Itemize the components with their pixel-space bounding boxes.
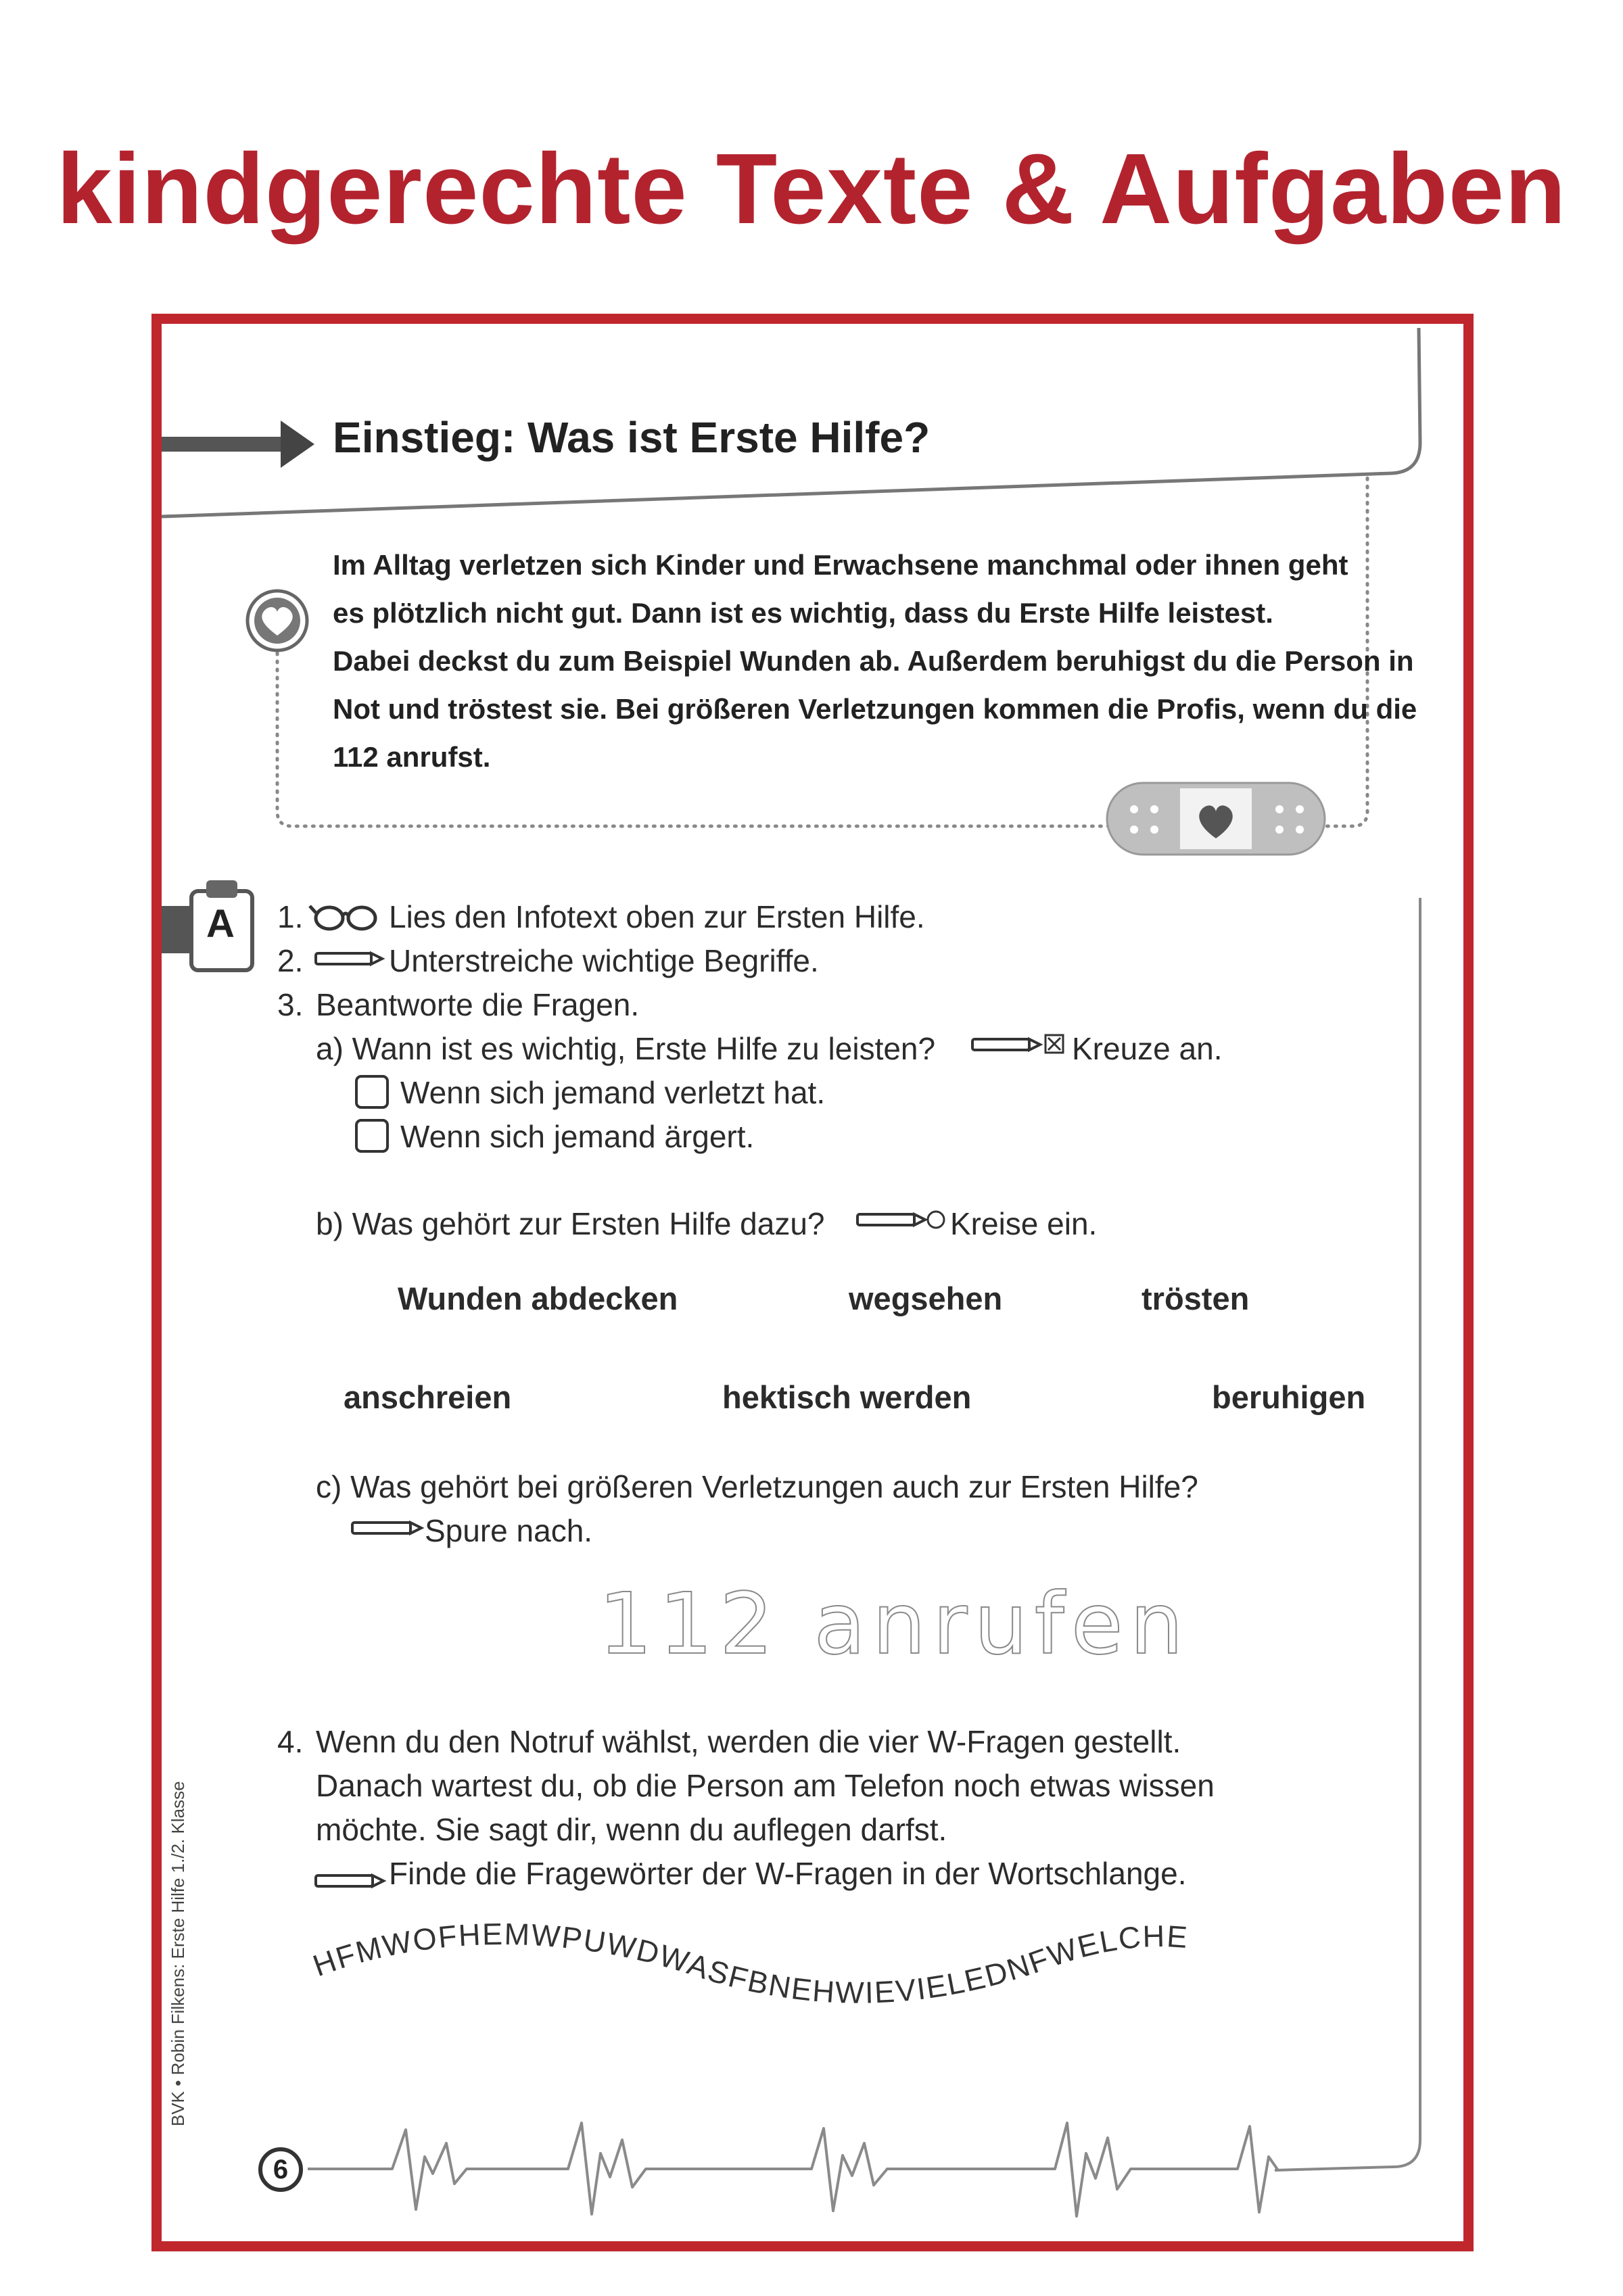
circle-word[interactable]: trösten: [1142, 1281, 1250, 1316]
glasses-icon: [310, 906, 375, 929]
circle-word[interactable]: hektisch werden: [722, 1379, 972, 1415]
info-text-line: Im Alltag verletzen sich Kinder und Erwachsene manchmal oder ihnen geht: [333, 549, 1348, 581]
question-c-instruction: Spure nach.: [425, 1513, 593, 1548]
heart-icon: [248, 591, 307, 650]
task-1-number: 1.: [277, 899, 304, 934]
heartbeat-line-icon: [308, 2123, 1278, 2216]
pencil-icon: [352, 1523, 421, 1533]
question-b-instruction: Kreise ein.: [950, 1206, 1098, 1241]
question-a: a) Wann ist es wichtig, Erste Hilfe zu leisten?: [316, 1031, 936, 1066]
task-2-text: Unterstreiche wichtige Begriffe.: [389, 943, 819, 978]
task-2-number: 2.: [277, 943, 304, 978]
task-4-text-line: möchte. Sie sagt dir, wenn du auflegen darfst.: [316, 1812, 947, 1847]
circle-word[interactable]: beruhigen: [1212, 1379, 1366, 1415]
side-line: [1275, 898, 1420, 2170]
task-badge: A: [206, 902, 235, 946]
info-text-line: es plötzlich nicht gut. Dann ist es wichtig, dass du Erste Hilfe leistest.: [333, 597, 1273, 629]
circle-word[interactable]: anschreien: [344, 1379, 512, 1415]
answer-checkbox[interactable]: [355, 1075, 389, 1109]
arrow-right-icon: [162, 421, 314, 468]
pencil-icon: [857, 1212, 944, 1228]
pencil-icon: [972, 1035, 1063, 1053]
answer-checkbox[interactable]: [355, 1119, 389, 1153]
task-1-text: Lies den Infotext oben zur Ersten Hilfe.: [389, 899, 925, 934]
task-4-number: 4.: [277, 1724, 304, 1759]
task-4-text-line: Danach wartest du, ob die Person am Telefon noch etwas wissen: [316, 1768, 1215, 1803]
question-a-instruction: Kreuze an.: [1072, 1031, 1223, 1066]
circle-word[interactable]: Wunden abdecken: [398, 1281, 678, 1316]
task-3-text: Beantworte die Fragen.: [316, 987, 640, 1022]
pencil-icon: [316, 1875, 383, 1886]
circle-word[interactable]: wegsehen: [849, 1281, 1003, 1316]
task-3-number: 3.: [277, 987, 304, 1022]
task-4-text-line: Wenn du den Notruf wählst, werden die vier W-Fragen gestellt.: [316, 1724, 1181, 1759]
page-headline: kindgerechte Texte & Aufgaben: [56, 133, 1567, 245]
info-text-line: Not und tröstest sie. Bei größeren Verletzungen kommen die Profis, wenn du die: [333, 693, 1417, 725]
credit-line: BVK • Robin Filkens: Erste Hilfe 1./2. Klasse: [168, 1781, 188, 2126]
info-text-line: 112 anrufst.: [333, 741, 491, 773]
info-text-line: Dabei deckst du zum Beispiel Wunden ab. Außerdem beruhigst du die Person in: [333, 645, 1414, 677]
answer-option: Wenn sich jemand ärgert.: [400, 1119, 755, 1154]
question-c: c) Was gehört bei größeren Verletzungen auch zur Ersten Hilfe?: [316, 1469, 1198, 1504]
bandage-icon: [1107, 783, 1325, 855]
worksheet-title: Einstieg: Was ist Erste Hilfe?: [333, 413, 931, 462]
question-b: b) Was gehört zur Ersten Hilfe dazu?: [316, 1206, 825, 1241]
word-snake: HFMWOFHEMWPUWDWASFBNEHWIEVIELEDNFWELCHE: [308, 1916, 1190, 2010]
trace-text: 112 anrufen: [598, 1575, 1190, 1673]
page-number: 6: [258, 2147, 303, 2192]
task-4-instruction: Finde die Fragewörter der W-Fragen in der Wortschlange.: [389, 1856, 1187, 1891]
answer-option: Wenn sich jemand verletzt hat.: [400, 1075, 826, 1110]
pencil-icon: [316, 953, 382, 964]
